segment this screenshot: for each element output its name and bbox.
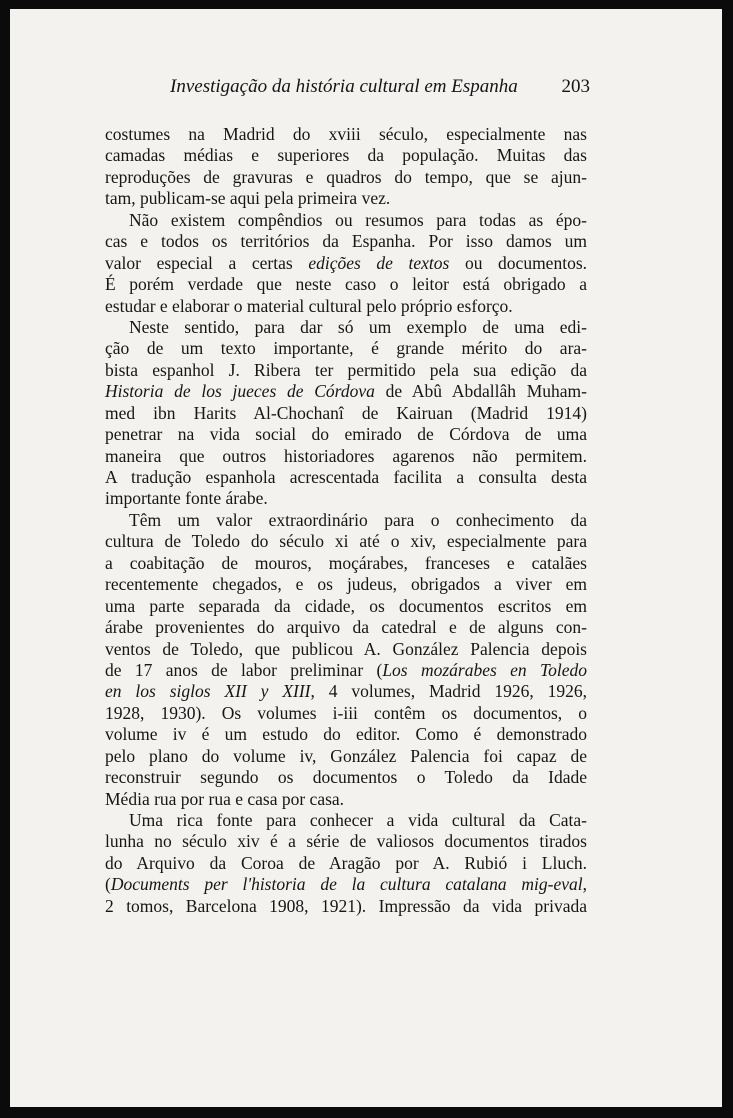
text-line: cultura de Toledo do século xi até o xiv, especialmente para <box>105 531 587 552</box>
text-line <box>105 381 587 402</box>
italic-edition-reference: edições de textos <box>308 252 450 273</box>
italic-book-title: Documents per l'historia de la cultura catalana mig-eval <box>110 874 583 895</box>
text-line: A tradução espanhola acrescentada facilita a consulta desta <box>105 467 587 487</box>
paragraph-4 <box>105 510 587 810</box>
text-line: do Arquivo da Coroa de Aragão por A. Rubió i Lluch. <box>105 852 587 873</box>
text-line: bista espanhol J. Ribera ter permitido pela sua edição da <box>105 359 587 380</box>
text-line <box>105 681 587 702</box>
text-run: , <box>582 874 587 895</box>
text-line: ventos de Toledo, que publicou A. González Palencia depois <box>105 638 587 659</box>
text-run: de 17 anos de labor preliminar ( <box>105 659 383 680</box>
paragraph-2 <box>105 210 587 317</box>
page-number: 203 <box>561 76 590 97</box>
paragraph-3 <box>105 317 587 510</box>
running-header <box>170 75 590 99</box>
text-run: de Abû Abdallâh Muham- <box>374 381 587 402</box>
text-line: pelo plano do volume iv, González Palencia foi capaz de <box>105 745 587 766</box>
book-page <box>10 9 722 1107</box>
text-line: camadas médias e superiores da população. Muitas das <box>105 145 587 166</box>
text-line: uma parte separada da cidade, os documentos escritos em <box>105 595 587 616</box>
text-run: ou documentos. <box>449 252 587 273</box>
text-line: estudar e elaborar o material cultural pelo próprio esforço. <box>105 295 513 316</box>
italic-book-title: Historia de los jueces de Córdova <box>105 381 375 402</box>
text-line: reconstruir segundo os documentos o Toledo da Idade <box>105 767 587 788</box>
text-line: volume iv é um estudo do editor. Como é demonstrado <box>105 724 587 745</box>
text-run: , 4 volumes, Madrid 1926, 1926, <box>310 681 587 702</box>
text-line: ção de um texto importante, é grande mérito do ara- <box>105 338 587 359</box>
text-line: maneira que outros historiadores agarenos não permitem. <box>105 445 587 466</box>
text-line: penetrar na vida social do emirado de Córdova de uma <box>105 424 587 445</box>
paragraph-5 <box>105 810 587 917</box>
text-line: árabe provenientes do arquivo da catedral e de alguns con- <box>105 617 587 638</box>
text-run: valor especial a certas <box>105 252 309 273</box>
text-line <box>105 874 587 895</box>
running-title: Investigação da história cultural em Espanha <box>170 76 518 97</box>
text-line: Uma rica fonte para conhecer a vida cultural da Cata- <box>129 810 587 830</box>
italic-book-title: en los siglos XII y XIII <box>105 681 311 702</box>
text-line: Neste sentido, para dar só um exemplo de uma edi- <box>129 316 587 337</box>
text-line: importante fonte árabe. <box>105 488 268 509</box>
text-line: recentemente chegados, e os judeus, obrigados a viver em <box>105 574 587 595</box>
text-line: Média rua por rua e casa por casa. <box>105 788 345 809</box>
text-line: 2 tomos, Barcelona 1908, 1921). Impressão da vida privada <box>105 895 587 916</box>
paragraph-1 <box>105 124 587 210</box>
body-text <box>105 124 587 917</box>
text-line: a coabitação de mouros, moçárabes, franceses e catalães <box>105 552 587 573</box>
text-line: lunha no século xiv é a série de valiosos documentos tirados <box>105 831 587 852</box>
italic-book-title: Los mozárabes en Toledo <box>382 659 587 680</box>
text-line: med ibn Harits Al-Chochanî de Kairuan (Madrid 1914) <box>105 402 587 423</box>
text-line <box>105 253 587 274</box>
text-line: Não existem compêndios ou resumos para todas as épo- <box>129 209 587 230</box>
text-run: ( <box>105 874 111 895</box>
text-line: É porém verdade que neste caso o leitor está obrigado a <box>105 274 587 295</box>
text-line: costumes na Madrid do xviii século, especialmente nas <box>105 124 587 144</box>
text-line: cas e todos os territórios da Espanha. Por isso damos um <box>105 231 587 252</box>
text-line: 1928, 1930). Os volumes i-iii contêm os documentos, o <box>105 702 587 723</box>
text-line: Têm um valor extraordinário para o conhecimento da <box>129 509 587 530</box>
text-line: tam, publicam-se aqui pela primeira vez. <box>105 188 391 209</box>
text-line: reproduções de gravuras e quadros do tempo, que se ajun- <box>105 166 587 187</box>
text-line <box>105 660 587 681</box>
